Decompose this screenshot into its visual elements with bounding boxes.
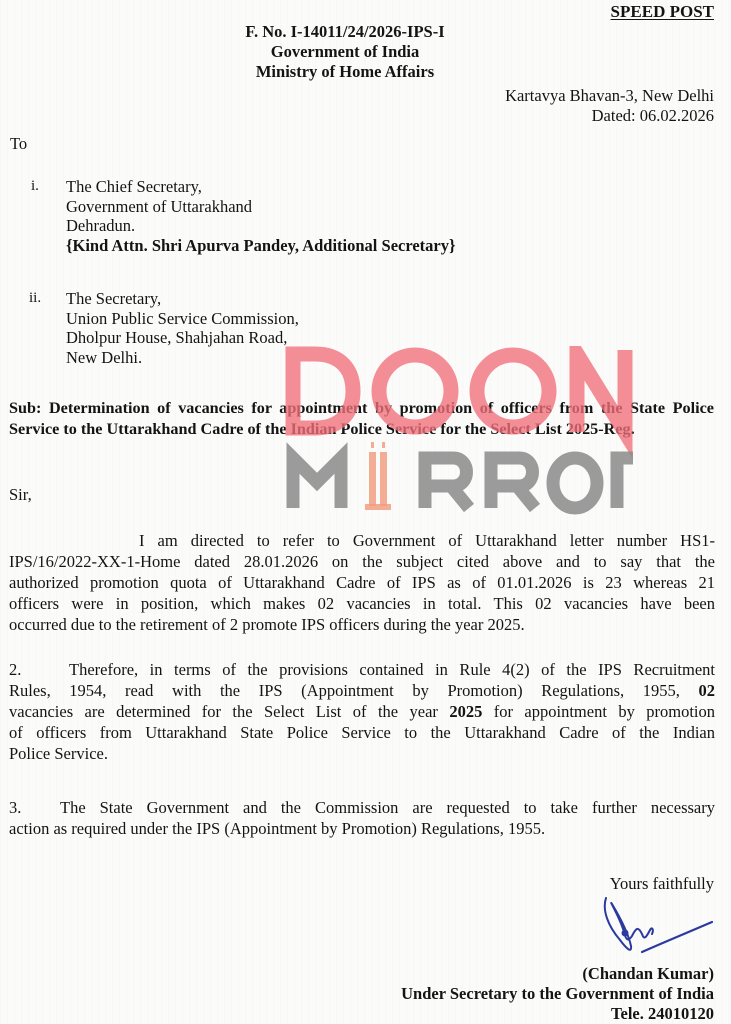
subject-line: Sub: Determination of vacancies for appointment by promotion of officers from the State Police Service to the Uttarakhand Cadre of the Indian Police Service for the Select List 2025-Reg. [9,399,714,438]
sender-address-block [505,86,714,126]
file-number: F. No. I-14011/24/2026-IPS-I [245,22,445,41]
paragraph-text: Therefore, in terms of the provisions contained in Rule 4(2) of the IPS Recruitment [69,660,715,679]
recipient-line: Government of Uttarakhand [66,196,253,216]
paragraph-line: action as required under the IPS (Appointment by Promotion) Regulations, 1955. [9,819,546,838]
recipient-line: Dholpur House, Shahjahan Road, [66,328,288,347]
recipient-line: Union Public Service Commission, [66,308,299,328]
paragraph-line: officers were in position, which makes 02 vacancies in total. This 02 vacancies have been [9,594,715,613]
recipient-line: The Chief Secretary, [66,177,202,196]
sender-address: Kartavya Bhavan-3, New Delhi [505,86,714,105]
paragraph-number: 2. [9,660,22,679]
paragraph-3 [9,797,715,839]
salutation: Sir, [9,485,32,504]
paragraph-line: of officers from Uttarakhand State Police Service to the Uttarakhand Cadre of the Indian [9,723,715,742]
paragraph-line: Police Service. [9,744,108,763]
handwritten-signature [598,896,716,958]
paragraph-line [9,530,715,551]
paragraph-line [9,701,715,722]
ministry-name: Ministry of Home Affairs [255,62,435,81]
speed-post-label: SPEED POST [610,2,714,21]
signatory-telephone: Tele. 24010120 [611,1004,714,1023]
paragraph-line: authorized promotion quota of Uttarakhand Cadre of IPS as of 01.01.2026 is 23 whereas 21 [9,573,715,592]
recipient-number: i. [31,178,39,194]
paragraph-1 [9,530,715,635]
paragraph-text: Rules, 1954, read with the IPS (Appointment by Promotion) Regulations, 1955, [9,681,680,700]
recipient-line: The Secretary, [66,289,162,308]
government-name: Government of India [270,42,420,61]
recipient-number: ii. [29,290,42,306]
paragraph-number: 3. [9,798,22,817]
paragraph-line [9,659,715,680]
recipient-2 [66,289,299,367]
paragraph-text: vacancies are determined for the Select List of the year [9,702,438,721]
select-list-year: 2025 [449,702,483,721]
paragraph-line: occurred due to the retirement of 2 promote IPS officers during the year 2025. [9,615,525,634]
attention-line: {Kind Attn. Shri Apurva Pandey, Additional Secretary} [66,235,456,255]
paragraph-text: for appointment by promotion [493,702,715,721]
recipient-1 [66,177,456,255]
vacancy-count: 02 [698,681,715,700]
recipient-line: Dehradun. [66,216,136,235]
watermark-mirror [293,458,633,508]
paragraph-text: I am directed to refer to Government of Uttarakhand letter number HS1- [139,531,715,550]
recipient-line: New Delhi. [66,347,143,367]
signatory-designation: Under Secretary to the Government of India [401,984,714,1003]
paragraph-line [9,680,715,701]
paragraph-2 [9,659,715,764]
watermark-tower-icon [365,442,391,510]
letter-header [200,22,490,82]
paragraph-text: The State Government and the Commission are requested to take further necessary [60,798,715,817]
letter-date: Dated: 06.02.2026 [591,106,714,125]
paragraph-line: IPS/16/2022-XX-1-Home dated 28.01.2026 on the subject cited above and to say that the [9,552,715,571]
paragraph-line [9,797,715,818]
to-label: To [10,134,28,153]
signatory-name: (Chandan Kumar) [582,964,714,983]
yours-faithfully: Yours faithfully [609,874,714,893]
